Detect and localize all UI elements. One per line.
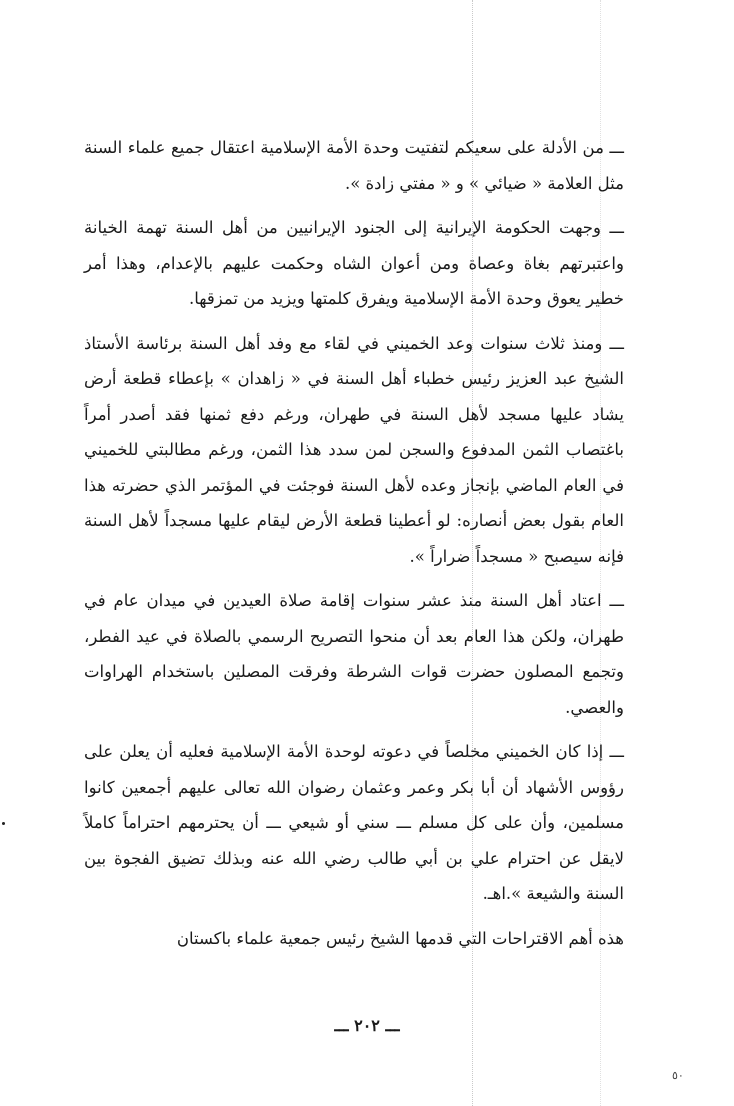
- paragraph-scholars-arrest: ـــ من الأدلة على سعيكم لتفتيت وحدة الأمة الإسلامية اعتقال جميع علماء السنة مثل العلامة « ضيائي » و « مفتي زادة ».: [84, 138, 624, 193]
- closing-line: هذه أهم الاقتراحات التي قدمها الشيخ رئيس جمعية علماء باكستان: [176, 928, 624, 948]
- body-text: [84, 130, 624, 965]
- page-number: ـــ ٢٠٢ ـــ: [334, 1016, 400, 1035]
- paragraph-eid-prayer: ـــ اعتاد أهل السنة منذ عشر سنوات إقامة صلاة العيدين في ميدان عام في طهران، ولكن هذا العام بعد أن منحوا التصريح الرسمي بالصلاة في عيد الفطر، وتجمع المصلون حضرت قوات الشرطة وفرقت المصلين باستخدام الهراوات والعصي.: [84, 591, 624, 717]
- paragraph-khomeini-sincerity: ـــ إذا كان الخميني مخلصاً في دعوته لوحدة الأمة الإسلامية فعليه أن يعلن على رؤوس الأشهاد أن أبا بكر وعمر وعثمان رضوان الله تعالى عليهم أجمعين كانوا مسلمين، وأن على كل مسلم ـــ سني أو شيعي ـــ أن يحترمهم احتراماً كاملاً لايقل عن احترام علي بن أبي طالب رضي الله عنه وبذلك تضيق الفجوة بين السنة والشيعة ».اهـ.: [84, 742, 624, 903]
- scan-speck: [2, 822, 5, 825]
- margin-mark: ٥٠: [672, 1069, 684, 1082]
- paragraph-treason-charge: ـــ وجهت الحكومة الإيرانية إلى الجنود الإيرانيين من أهل السنة تهمة الخيانة واعتبرتهم بغاة وعصاة ومن أعوان الشاه وحكمت عليهم بالإعدام، وهذا أمر خطير يعوق وحدة الأمة الإسلامية ويفرق كلمتها ويزيد من تمزقها.: [84, 218, 624, 308]
- paragraph-tehran-mosque: ـــ ومنذ ثلاث سنوات وعد الخميني في لقاء مع وفد أهل السنة برئاسة الأستاذ الشيخ عبد العزيز رئيس خطباء أهل السنة في « زاهدان » بإعطاء قطعة أرض يشاد عليها مسجد لأهل السنة في طهران، ورغم دفع ثمنها فقد أصدر أمراً باغتصاب الثمن المدفوع والسجن لمن سدد هذا الثمن، ورغم مطالبتي للخميني في العام الماضي بإنجاز وعده لأهل السنة فوجئت في المؤتمر الذي حضرته هذا العام بقول بعض أنصاره: لو أعطينا قطعة الأرض ليقام عليها مسجداً لأهل السنة فإنه سيصبح « مسجداً ضراراً ».: [84, 333, 624, 566]
